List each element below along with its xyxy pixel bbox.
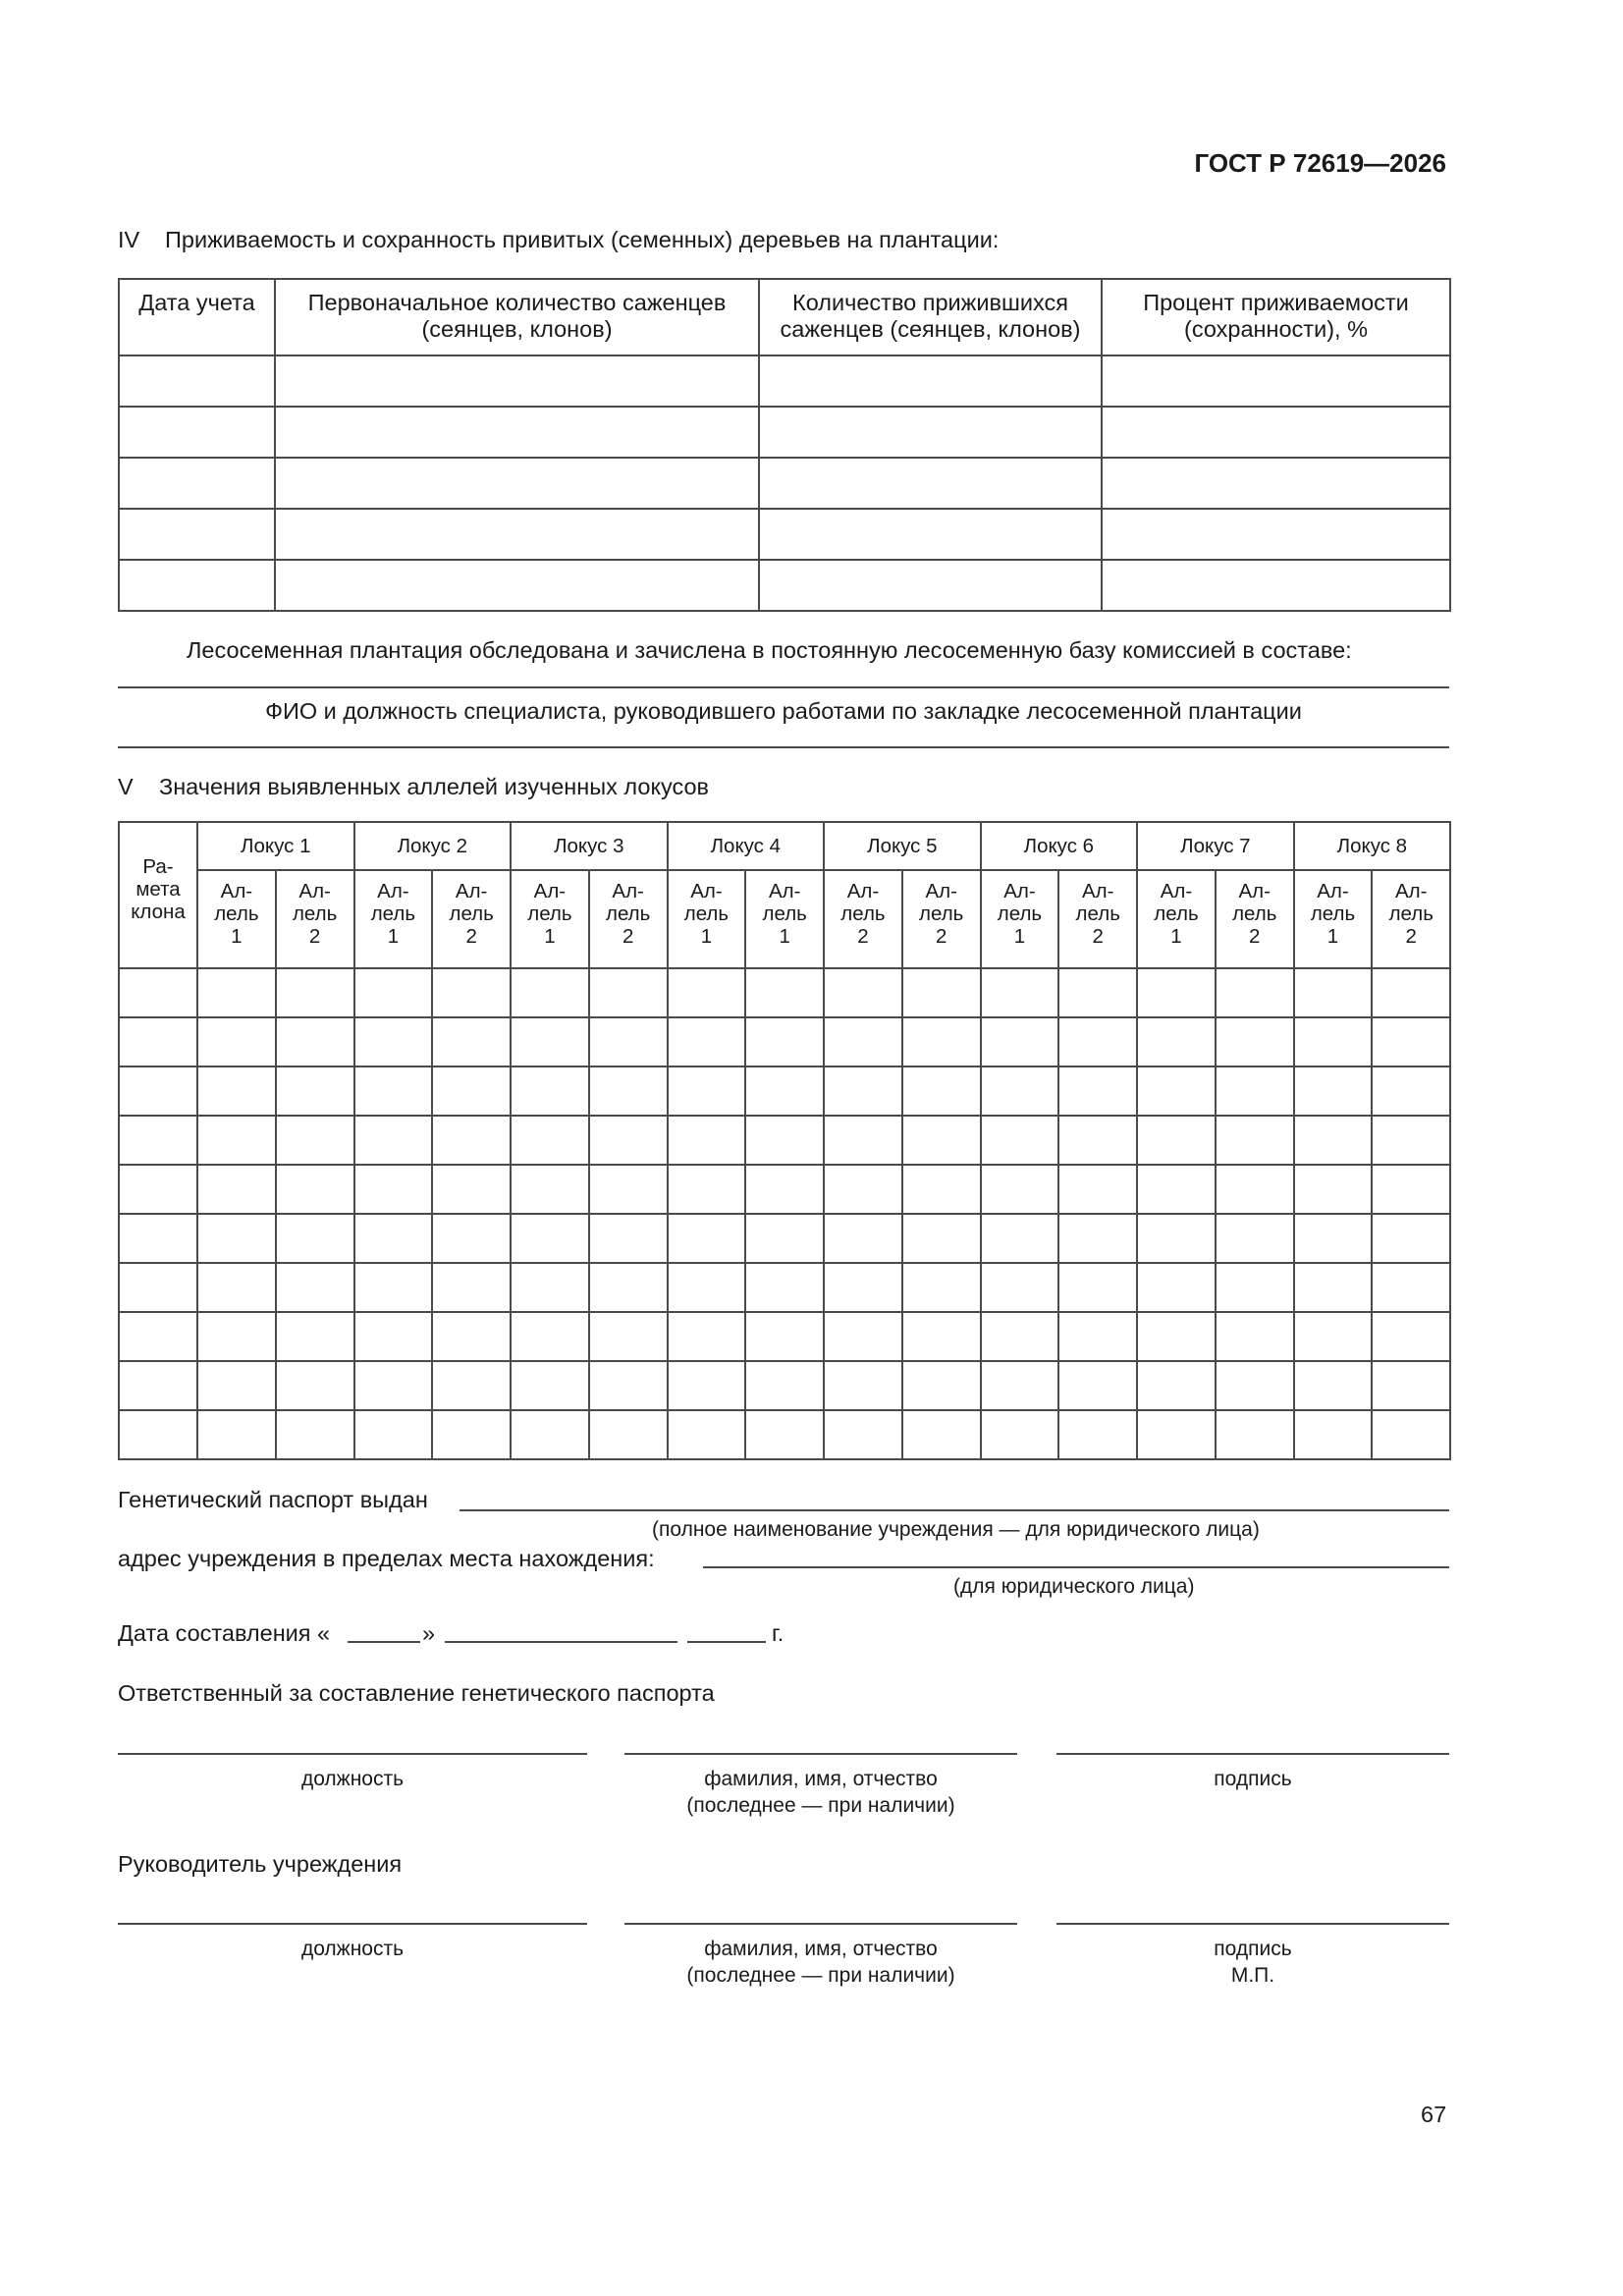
allele-cell[interactable] bbox=[589, 1214, 668, 1263]
column-header-locus-5-allele-1: Ал- лель 2 bbox=[824, 870, 902, 968]
allele-cell[interactable] bbox=[354, 1263, 433, 1312]
survival-table-cell[interactable] bbox=[1102, 355, 1450, 407]
allele-cell[interactable] bbox=[1216, 1361, 1294, 1410]
survival-table-row bbox=[119, 407, 1450, 458]
allele-cell[interactable] bbox=[1216, 1116, 1294, 1165]
alleles-table-row bbox=[119, 1017, 1450, 1066]
rameta-header-text: Ра- мета клона bbox=[131, 855, 186, 923]
issued-label: Генетический паспорт выдан bbox=[118, 1487, 428, 1512]
allele-cell[interactable] bbox=[276, 968, 354, 1017]
allele-cell[interactable] bbox=[276, 1066, 354, 1116]
allele-cell[interactable] bbox=[824, 1263, 902, 1312]
allele-cell[interactable] bbox=[511, 1263, 589, 1312]
head-position-line[interactable] bbox=[118, 1923, 587, 1925]
allele-cell[interactable] bbox=[824, 1017, 902, 1066]
allele-cell[interactable] bbox=[1294, 1263, 1373, 1312]
column-header-locus-6-allele-1: Ал- лель 1 bbox=[981, 870, 1059, 968]
allele-cell[interactable] bbox=[981, 1165, 1059, 1214]
date-year-suffix: г. bbox=[772, 1620, 784, 1646]
alleles-table-locus-row bbox=[119, 822, 1450, 870]
column-header-locus-5: Локус 5 bbox=[824, 822, 981, 870]
allele-cell[interactable] bbox=[824, 1361, 902, 1410]
allele-cell[interactable] bbox=[1058, 1116, 1137, 1165]
column-header-locus-5-allele-2: Ал- лель 2 bbox=[902, 870, 981, 968]
survival-table-cell[interactable] bbox=[119, 458, 275, 509]
allele-cell[interactable] bbox=[1372, 1214, 1450, 1263]
allele-cell[interactable] bbox=[511, 1410, 589, 1459]
allele-cell[interactable] bbox=[902, 1312, 981, 1361]
allele-cell[interactable] bbox=[1058, 1410, 1137, 1459]
date-month-line[interactable] bbox=[445, 1641, 677, 1643]
allele-cell[interactable] bbox=[902, 1165, 981, 1214]
allele-cell[interactable] bbox=[668, 968, 746, 1017]
allele-cell[interactable] bbox=[589, 1361, 668, 1410]
commission-text: Лесосеменная плантация обследована и зачислена в постоянную лесосеменную базу комиссией в составе: bbox=[187, 637, 1352, 663]
allele-cell[interactable] bbox=[824, 1066, 902, 1116]
allele-cell[interactable] bbox=[902, 1410, 981, 1459]
survival-table-cell[interactable] bbox=[119, 560, 275, 611]
survival-table-cell[interactable] bbox=[1102, 458, 1450, 509]
allele-cell[interactable] bbox=[276, 1312, 354, 1361]
alleles-table-row bbox=[119, 1214, 1450, 1263]
date-close-quote: » bbox=[422, 1620, 436, 1646]
allele-cell[interactable] bbox=[745, 968, 824, 1017]
column-header-locus-6-allele-2: Ал- лель 2 bbox=[1058, 870, 1137, 968]
survival-table-header-row bbox=[119, 279, 1450, 355]
allele-cell[interactable] bbox=[1294, 1361, 1373, 1410]
responsible-signature-caption: подпись bbox=[1214, 1768, 1292, 1790]
responsible-position-line[interactable] bbox=[118, 1753, 587, 1755]
document-code: ГОСТ Р 72619—2026 bbox=[1194, 148, 1446, 178]
allele-cell[interactable] bbox=[1137, 1066, 1216, 1116]
date-year-line[interactable] bbox=[687, 1641, 766, 1643]
allele-cell[interactable] bbox=[1372, 1410, 1450, 1459]
allele-cell[interactable] bbox=[1372, 1361, 1450, 1410]
head-signature-caption: подпись М.П. bbox=[1214, 1938, 1292, 1987]
allele-cell[interactable] bbox=[745, 1214, 824, 1263]
column-header-locus-8-allele-1: Ал- лель 1 bbox=[1294, 870, 1373, 968]
survival-table bbox=[118, 278, 1451, 612]
column-header-locus-2-allele-1: Ал- лель 1 bbox=[354, 870, 433, 968]
section-5-number: V bbox=[118, 774, 134, 799]
allele-cell[interactable] bbox=[1137, 968, 1216, 1017]
column-header-locus-6: Локус 6 bbox=[981, 822, 1138, 870]
survival-table-cell[interactable] bbox=[119, 509, 275, 560]
allele-cell[interactable] bbox=[354, 1312, 433, 1361]
column-header-locus-8-allele-2: Ал- лель 2 bbox=[1372, 870, 1450, 968]
survival-table-cell[interactable] bbox=[275, 560, 759, 611]
survival-table-cell[interactable] bbox=[275, 355, 759, 407]
allele-cell[interactable] bbox=[824, 1214, 902, 1263]
allele-cell[interactable] bbox=[197, 1410, 276, 1459]
column-header-date: Дата учета bbox=[119, 279, 275, 355]
allele-cell[interactable] bbox=[1294, 968, 1373, 1017]
column-header-initial-count: Первоначальное количество саженцев (сеянцев, клонов) bbox=[275, 279, 759, 355]
allele-cell[interactable] bbox=[668, 1066, 746, 1116]
survival-table-cell[interactable] bbox=[119, 407, 275, 458]
allele-cell[interactable] bbox=[276, 1214, 354, 1263]
alleles-table-row bbox=[119, 1066, 1450, 1116]
allele-cell[interactable] bbox=[1058, 1312, 1137, 1361]
allele-cell[interactable] bbox=[276, 1017, 354, 1066]
rameta-cell[interactable] bbox=[119, 1410, 197, 1459]
allele-cell[interactable] bbox=[824, 968, 902, 1017]
survival-table-row bbox=[119, 560, 1450, 611]
address-label: адрес учреждения в пределах места нахождения: bbox=[118, 1546, 655, 1571]
allele-cell[interactable] bbox=[1216, 1410, 1294, 1459]
allele-cell[interactable] bbox=[1058, 1263, 1137, 1312]
survival-table-cell[interactable] bbox=[759, 407, 1102, 458]
allele-cell[interactable] bbox=[981, 1066, 1059, 1116]
allele-cell[interactable] bbox=[1058, 1214, 1137, 1263]
allele-cell[interactable] bbox=[981, 1263, 1059, 1312]
survival-table-cell[interactable] bbox=[275, 509, 759, 560]
allele-cell[interactable] bbox=[1294, 1165, 1373, 1214]
rameta-cell[interactable] bbox=[119, 968, 197, 1017]
address-fill-line[interactable] bbox=[703, 1566, 1449, 1568]
allele-cell[interactable] bbox=[589, 968, 668, 1017]
allele-cell[interactable] bbox=[197, 1263, 276, 1312]
survival-table-cell[interactable] bbox=[119, 355, 275, 407]
allele-cell[interactable] bbox=[902, 1214, 981, 1263]
allele-cell[interactable] bbox=[668, 1116, 746, 1165]
allele-cell[interactable] bbox=[1294, 1116, 1373, 1165]
survival-table-cell[interactable] bbox=[275, 458, 759, 509]
allele-cell[interactable] bbox=[276, 1361, 354, 1410]
column-header-locus-2: Локус 2 bbox=[354, 822, 512, 870]
responsible-label: Ответственный за составление генетического паспорта bbox=[118, 1680, 715, 1706]
specialist-caption: ФИО и должность специалиста, руководившего работами по закладке лесосеменной плантации bbox=[265, 698, 1302, 724]
allele-cell[interactable] bbox=[589, 1263, 668, 1312]
section-5-title-text: Значения выявленных аллелей изученных локусов bbox=[159, 774, 710, 799]
allele-cell[interactable] bbox=[1216, 1214, 1294, 1263]
allele-cell[interactable] bbox=[1372, 1312, 1450, 1361]
allele-cell[interactable] bbox=[745, 1165, 824, 1214]
head-label: Руководитель учреждения bbox=[118, 1851, 403, 1877]
allele-cell[interactable] bbox=[981, 1410, 1059, 1459]
allele-cell[interactable] bbox=[1137, 1214, 1216, 1263]
survival-table-row bbox=[119, 509, 1450, 560]
allele-cell[interactable] bbox=[668, 1017, 746, 1066]
allele-cell[interactable] bbox=[511, 1214, 589, 1263]
allele-cell[interactable] bbox=[1372, 1017, 1450, 1066]
allele-cell[interactable] bbox=[1137, 1263, 1216, 1312]
allele-cell[interactable] bbox=[1294, 1410, 1373, 1459]
allele-cell[interactable] bbox=[1058, 1361, 1137, 1410]
allele-cell[interactable] bbox=[197, 1214, 276, 1263]
allele-cell[interactable] bbox=[981, 1116, 1059, 1165]
survival-table-cell[interactable] bbox=[759, 458, 1102, 509]
allele-cell[interactable] bbox=[511, 1066, 589, 1116]
allele-cell[interactable] bbox=[824, 1410, 902, 1459]
rameta-cell[interactable] bbox=[119, 1066, 197, 1116]
head-name-caption: фамилия, имя, отчество (последнее — при наличии) bbox=[686, 1938, 955, 1987]
allele-cell[interactable] bbox=[745, 1017, 824, 1066]
allele-cell[interactable] bbox=[824, 1165, 902, 1214]
allele-cell[interactable] bbox=[276, 1410, 354, 1459]
section-4-title bbox=[118, 227, 999, 253]
allele-cell[interactable] bbox=[511, 1165, 589, 1214]
allele-cell[interactable] bbox=[432, 1214, 511, 1263]
date-day-line[interactable] bbox=[348, 1641, 420, 1643]
allele-cell[interactable] bbox=[981, 1361, 1059, 1410]
allele-cell[interactable] bbox=[589, 1066, 668, 1116]
allele-cell[interactable] bbox=[432, 1165, 511, 1214]
column-header-locus-4-allele-1: Ал- лель 1 bbox=[668, 870, 746, 968]
allele-cell[interactable] bbox=[197, 1066, 276, 1116]
allele-cell[interactable] bbox=[589, 1017, 668, 1066]
column-header-locus-4: Локус 4 bbox=[668, 822, 825, 870]
allele-cell[interactable] bbox=[1294, 1066, 1373, 1116]
survival-table-cell[interactable] bbox=[1102, 509, 1450, 560]
allele-cell[interactable] bbox=[197, 1361, 276, 1410]
allele-cell[interactable] bbox=[745, 1312, 824, 1361]
column-header-locus-2-allele-2: Ал- лель 2 bbox=[432, 870, 511, 968]
allele-cell[interactable] bbox=[354, 1116, 433, 1165]
allele-cell[interactable] bbox=[1137, 1312, 1216, 1361]
allele-cell[interactable] bbox=[668, 1361, 746, 1410]
allele-cell[interactable] bbox=[354, 1017, 433, 1066]
allele-cell[interactable] bbox=[824, 1312, 902, 1361]
allele-cell[interactable] bbox=[432, 1263, 511, 1312]
allele-cell[interactable] bbox=[354, 1066, 433, 1116]
address-caption: (для юридического лица) bbox=[953, 1575, 1195, 1598]
allele-cell[interactable] bbox=[276, 1263, 354, 1312]
allele-cell[interactable] bbox=[981, 1312, 1059, 1361]
commission-fill-line[interactable] bbox=[118, 686, 1449, 688]
survival-table-cell[interactable] bbox=[1102, 407, 1450, 458]
allele-cell[interactable] bbox=[1294, 1312, 1373, 1361]
allele-cell[interactable] bbox=[1058, 968, 1137, 1017]
rameta-cell[interactable] bbox=[119, 1361, 197, 1410]
allele-cell[interactable] bbox=[276, 1165, 354, 1214]
column-header-locus-4-allele-2: Ал- лель 1 bbox=[745, 870, 824, 968]
survival-table-cell[interactable] bbox=[759, 355, 1102, 407]
allele-cell[interactable] bbox=[981, 1017, 1059, 1066]
survival-table-cell[interactable] bbox=[275, 407, 759, 458]
survival-table-cell[interactable] bbox=[759, 560, 1102, 611]
allele-cell[interactable] bbox=[745, 1361, 824, 1410]
allele-cell[interactable] bbox=[1294, 1214, 1373, 1263]
allele-cell[interactable] bbox=[902, 1361, 981, 1410]
responsible-name-caption: фамилия, имя, отчество (последнее — при наличии) bbox=[686, 1768, 955, 1817]
allele-cell[interactable] bbox=[511, 1312, 589, 1361]
section-5-title bbox=[118, 774, 709, 800]
allele-cell[interactable] bbox=[589, 1165, 668, 1214]
head-position-caption: должность bbox=[300, 1938, 405, 1960]
allele-cell[interactable] bbox=[1216, 1312, 1294, 1361]
allele-cell[interactable] bbox=[511, 1017, 589, 1066]
section-4-title-text: Приживаемость и сохранность привитых (семенных) деревьев на плантации: bbox=[165, 227, 1000, 252]
column-header-locus-7-allele-1: Ал- лель 1 bbox=[1137, 870, 1216, 968]
allele-cell[interactable] bbox=[902, 1263, 981, 1312]
allele-cell[interactable] bbox=[511, 1116, 589, 1165]
allele-cell[interactable] bbox=[981, 1214, 1059, 1263]
date-label: Дата составления « bbox=[118, 1620, 331, 1646]
alleles-table-row bbox=[119, 1312, 1450, 1361]
allele-cell[interactable] bbox=[354, 1361, 433, 1410]
column-header-survived-count: Количество прижившихся саженцев (сеянцев, клонов) bbox=[759, 279, 1102, 355]
allele-cell[interactable] bbox=[981, 968, 1059, 1017]
allele-cell[interactable] bbox=[1372, 1116, 1450, 1165]
section-4-number: IV bbox=[118, 227, 140, 252]
allele-cell[interactable] bbox=[1372, 1263, 1450, 1312]
column-header-locus-3: Локус 3 bbox=[511, 822, 668, 870]
allele-cell[interactable] bbox=[1137, 1017, 1216, 1066]
allele-cell[interactable] bbox=[902, 1017, 981, 1066]
rameta-cell[interactable] bbox=[119, 1263, 197, 1312]
issued-fill-line[interactable] bbox=[460, 1509, 1449, 1511]
allele-cell[interactable] bbox=[1137, 1165, 1216, 1214]
allele-cell[interactable] bbox=[197, 1116, 276, 1165]
allele-cell[interactable] bbox=[1216, 1165, 1294, 1214]
allele-cell[interactable] bbox=[668, 1165, 746, 1214]
column-header-rameta bbox=[119, 822, 197, 968]
alleles-table-row bbox=[119, 1116, 1450, 1165]
allele-cell[interactable] bbox=[745, 1066, 824, 1116]
alleles-table-row bbox=[119, 1361, 1450, 1410]
allele-cell[interactable] bbox=[824, 1116, 902, 1165]
allele-cell[interactable] bbox=[432, 1066, 511, 1116]
column-header-survival-percent: Процент приживаемости (сохранности), % bbox=[1102, 279, 1450, 355]
rameta-cell[interactable] bbox=[119, 1214, 197, 1263]
allele-cell[interactable] bbox=[1058, 1165, 1137, 1214]
rameta-cell[interactable] bbox=[119, 1017, 197, 1066]
head-name-line[interactable] bbox=[624, 1923, 1017, 1925]
allele-cell[interactable] bbox=[1294, 1017, 1373, 1066]
allele-cell[interactable] bbox=[1058, 1017, 1137, 1066]
allele-cell[interactable] bbox=[1216, 1017, 1294, 1066]
allele-cell[interactable] bbox=[745, 1263, 824, 1312]
responsible-position-caption: должность bbox=[300, 1768, 405, 1790]
allele-cell[interactable] bbox=[354, 1214, 433, 1263]
allele-cell[interactable] bbox=[745, 1410, 824, 1459]
alleles-table-row bbox=[119, 1410, 1450, 1459]
alleles-table-row bbox=[119, 968, 1450, 1017]
allele-cell[interactable] bbox=[1216, 968, 1294, 1017]
allele-cell[interactable] bbox=[354, 1410, 433, 1459]
allele-cell[interactable] bbox=[276, 1116, 354, 1165]
allele-cell[interactable] bbox=[432, 1017, 511, 1066]
allele-cell[interactable] bbox=[589, 1116, 668, 1165]
survival-table-cell[interactable] bbox=[1102, 560, 1450, 611]
allele-cell[interactable] bbox=[511, 968, 589, 1017]
allele-cell[interactable] bbox=[745, 1116, 824, 1165]
alleles-table-row bbox=[119, 1263, 1450, 1312]
allele-cell[interactable] bbox=[1137, 1410, 1216, 1459]
column-header-locus-8: Локус 8 bbox=[1294, 822, 1451, 870]
allele-cell[interactable] bbox=[902, 968, 981, 1017]
rameta-cell[interactable] bbox=[119, 1116, 197, 1165]
allele-cell[interactable] bbox=[432, 1312, 511, 1361]
allele-cell[interactable] bbox=[432, 1361, 511, 1410]
responsible-name-line[interactable] bbox=[624, 1753, 1017, 1755]
survival-table-row bbox=[119, 458, 1450, 509]
allele-cell[interactable] bbox=[668, 1312, 746, 1361]
alleles-table bbox=[118, 821, 1451, 1460]
rameta-cell[interactable] bbox=[119, 1165, 197, 1214]
allele-cell[interactable] bbox=[902, 1116, 981, 1165]
column-header-locus-1-allele-1: Ал- лель 1 bbox=[197, 870, 276, 968]
column-header-locus-1: Локус 1 bbox=[197, 822, 354, 870]
allele-cell[interactable] bbox=[1372, 968, 1450, 1017]
allele-cell[interactable] bbox=[197, 1312, 276, 1361]
allele-cell[interactable] bbox=[668, 1214, 746, 1263]
column-header-locus-3-allele-1: Ал- лель 1 bbox=[511, 870, 589, 968]
allele-cell[interactable] bbox=[1137, 1116, 1216, 1165]
responsible-signature-line[interactable] bbox=[1056, 1753, 1449, 1755]
allele-cell[interactable] bbox=[1137, 1361, 1216, 1410]
issued-caption: (полное наименование учреждения — для юридического лица) bbox=[652, 1518, 1260, 1541]
head-signature-line[interactable] bbox=[1056, 1923, 1449, 1925]
allele-cell[interactable] bbox=[1216, 1263, 1294, 1312]
allele-cell[interactable] bbox=[511, 1361, 589, 1410]
column-header-locus-1-allele-2: Ал- лель 2 bbox=[276, 870, 354, 968]
allele-cell[interactable] bbox=[589, 1312, 668, 1361]
allele-cell[interactable] bbox=[354, 1165, 433, 1214]
column-header-locus-7: Локус 7 bbox=[1137, 822, 1294, 870]
allele-cell[interactable] bbox=[1372, 1066, 1450, 1116]
allele-cell[interactable] bbox=[902, 1066, 981, 1116]
allele-cell[interactable] bbox=[197, 1165, 276, 1214]
allele-cell[interactable] bbox=[668, 1263, 746, 1312]
rameta-cell[interactable] bbox=[119, 1312, 197, 1361]
alleles-table-allele-row bbox=[119, 870, 1450, 968]
page-number: 67 bbox=[1421, 2102, 1447, 2127]
allele-cell[interactable] bbox=[432, 1116, 511, 1165]
column-header-locus-7-allele-2: Ал- лель 2 bbox=[1216, 870, 1294, 968]
column-header-locus-3-allele-2: Ал- лель 2 bbox=[589, 870, 668, 968]
allele-cell[interactable] bbox=[1216, 1066, 1294, 1116]
allele-cell[interactable] bbox=[432, 1410, 511, 1459]
survival-table-row bbox=[119, 355, 1450, 407]
allele-cell[interactable] bbox=[197, 1017, 276, 1066]
allele-cell[interactable] bbox=[668, 1410, 746, 1459]
survival-table-cell[interactable] bbox=[759, 509, 1102, 560]
allele-cell[interactable] bbox=[589, 1410, 668, 1459]
allele-cell[interactable] bbox=[197, 968, 276, 1017]
allele-cell[interactable] bbox=[432, 968, 511, 1017]
allele-cell[interactable] bbox=[354, 968, 433, 1017]
alleles-table-row bbox=[119, 1165, 1450, 1214]
specialist-fill-line[interactable] bbox=[118, 746, 1449, 748]
allele-cell[interactable] bbox=[1372, 1165, 1450, 1214]
allele-cell[interactable] bbox=[1058, 1066, 1137, 1116]
